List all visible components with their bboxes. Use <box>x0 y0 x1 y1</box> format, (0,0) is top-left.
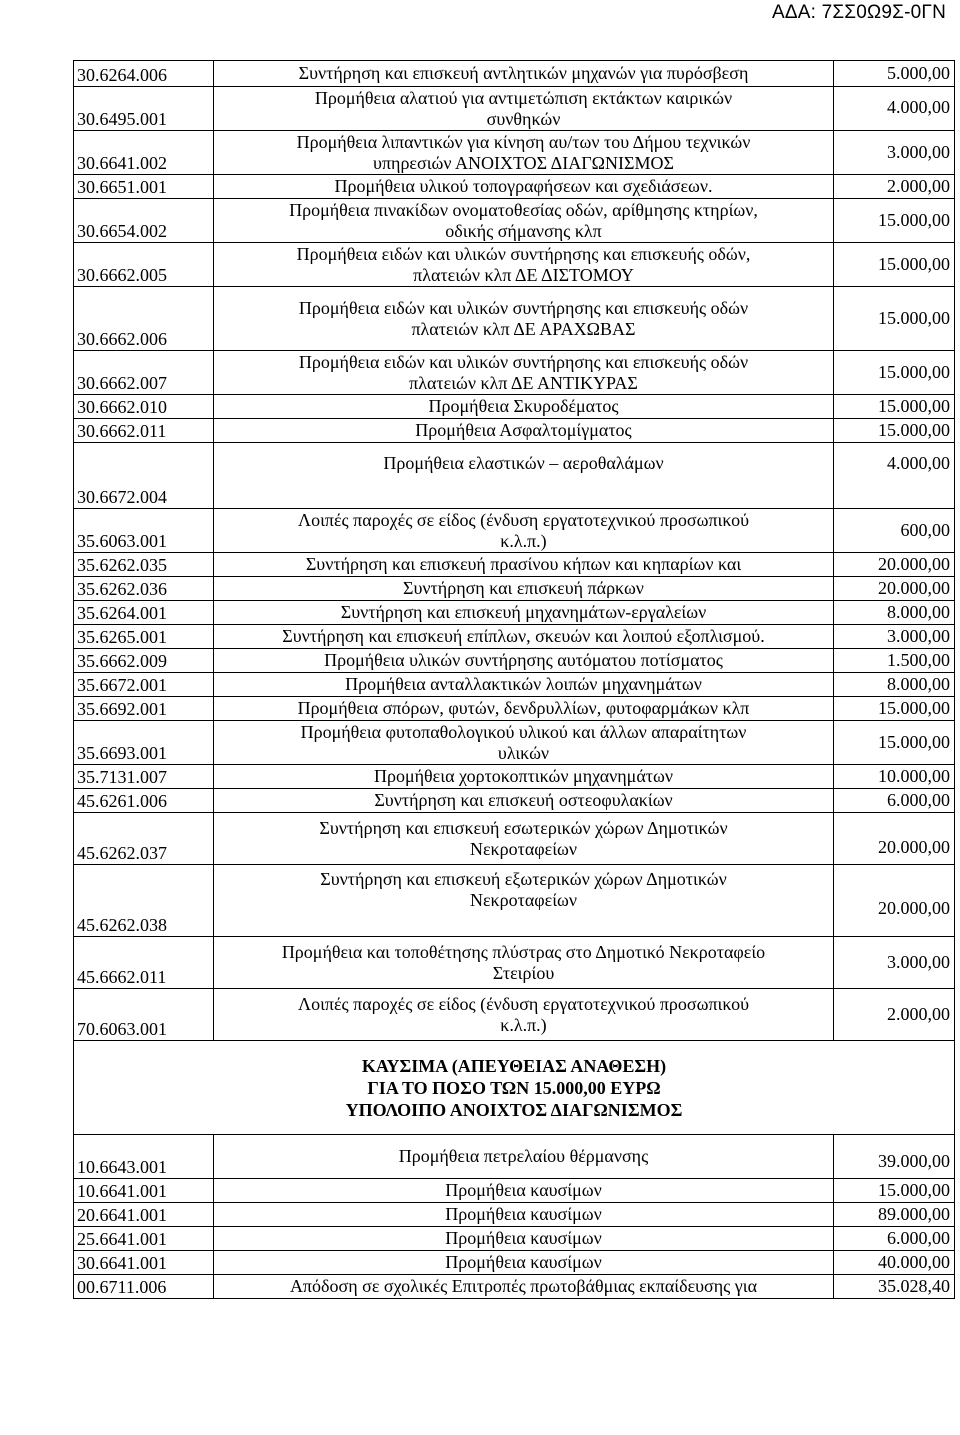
account-code: 35.6262.036 <box>74 577 214 601</box>
account-code: 45.6262.038 <box>74 865 214 937</box>
description-line: Προμήθεια Ασφαλτομίγματος <box>415 420 632 440</box>
item-amount: 20.000,00 <box>834 577 955 601</box>
table-row <box>74 61 955 87</box>
account-code: 70.6063.001 <box>74 989 214 1041</box>
item-amount: 600,00 <box>834 509 955 553</box>
account-code: 35.6672.001 <box>74 673 214 697</box>
account-code: 00.6711.006 <box>74 1275 214 1299</box>
description-line: Στειρίου <box>492 962 555 983</box>
item-description <box>214 765 834 789</box>
item-amount: 20.000,00 <box>834 813 955 865</box>
account-code: 45.6662.011 <box>74 937 214 989</box>
item-amount: 3.000,00 <box>834 937 955 989</box>
description-line: υλικών <box>497 742 550 763</box>
account-code: 35.6693.001 <box>74 721 214 765</box>
description-line: Συντήρηση και επισκευή οστεοφυλακίων <box>374 790 673 810</box>
account-code: 30.6654.002 <box>74 199 214 243</box>
item-amount: 15.000,00 <box>834 287 955 351</box>
budget-table <box>73 60 955 1299</box>
table-row <box>74 673 955 697</box>
description-line: Λοιπές παροχές σε είδος (ένδυση εργατοτεχνικού προσωπικού <box>298 509 749 530</box>
item-description <box>214 553 834 577</box>
account-code: 30.6672.004 <box>74 443 214 509</box>
table-row <box>74 865 955 937</box>
item-description <box>214 1275 834 1299</box>
description-line: Προμήθεια πινακίδων ονοματοθεσίας οδών, αρίθμησης κτηρίων, <box>289 199 758 220</box>
item-amount: 8.000,00 <box>834 601 955 625</box>
account-code: 35.6063.001 <box>74 509 214 553</box>
table-row <box>74 577 955 601</box>
item-description <box>214 131 834 175</box>
description-line: Προμήθεια Σκυροδέματος <box>428 396 619 416</box>
description-line: Συντήρηση και επισκευή μηχανημάτων-εργαλείων <box>340 602 707 622</box>
item-amount: 3.000,00 <box>834 625 955 649</box>
item-amount: 2.000,00 <box>834 989 955 1041</box>
account-code: 30.6662.010 <box>74 395 214 419</box>
item-description <box>214 1179 834 1203</box>
item-description <box>214 443 834 509</box>
item-amount: 20.000,00 <box>834 865 955 937</box>
item-description <box>214 199 834 243</box>
account-code: 30.6662.011 <box>74 419 214 443</box>
table-row <box>74 175 955 199</box>
description-line: πλατειών κλπ ΔΕ ΑΡΑΧΩΒΑΣ <box>411 318 636 339</box>
item-amount: 15.000,00 <box>834 419 955 443</box>
description-line: Προμήθεια σπόρων, φυτών, δενδρυλλίων, φυτοφαρμάκων κλπ <box>297 698 750 718</box>
description-line: Προμήθεια αλατιού για αντιμετώπιση εκτάκτων καιρικών <box>314 87 733 108</box>
description-line: Προμήθεια ειδών και υλικών συντήρησης και επισκευής οδών, <box>296 243 751 264</box>
description-line: Προμήθεια λιπαντικών για κίνηση αυ/των του Δήμου τεχνικών <box>296 131 751 152</box>
item-description <box>214 789 834 813</box>
item-description <box>214 61 834 87</box>
account-code: 30.6641.001 <box>74 1251 214 1275</box>
description-line: Προμήθεια καυσίμων <box>445 1252 602 1272</box>
description-line: Λοιπές παροχές σε είδος (ένδυση εργατοτεχνικού προσωπικού <box>298 993 749 1014</box>
item-amount: 40.000,00 <box>834 1251 955 1275</box>
table-row <box>74 1135 955 1179</box>
account-code: 10.6643.001 <box>74 1135 214 1179</box>
item-amount: 6.000,00 <box>834 789 955 813</box>
account-code: 25.6641.001 <box>74 1227 214 1251</box>
description-line: Προμήθεια ειδών και υλικών συντήρησης και επισκευής οδών <box>298 351 749 372</box>
table-row <box>74 395 955 419</box>
table-row <box>74 1227 955 1251</box>
item-description <box>214 1251 834 1275</box>
item-description <box>214 509 834 553</box>
description-line: Προμήθεια και τοποθέτησης πλύστρας στο Δημοτικό Νεκροταφείο <box>281 941 766 962</box>
table-row <box>74 601 955 625</box>
table-row <box>74 199 955 243</box>
table-row <box>74 351 955 395</box>
item-amount: 15.000,00 <box>834 243 955 287</box>
item-amount: 10.000,00 <box>834 765 955 789</box>
item-amount: 15.000,00 <box>834 1179 955 1203</box>
description-line: Προμήθεια καυσίμων <box>445 1180 602 1200</box>
item-amount: 4.000,00 <box>834 443 955 509</box>
table-row <box>74 87 955 131</box>
item-amount: 15.000,00 <box>834 351 955 395</box>
item-amount: 15.000,00 <box>834 721 955 765</box>
description-line: Προμήθεια φυτοπαθολογικού υλικού και άλλων απαραίτητων <box>300 721 747 742</box>
item-amount: 35.028,40 <box>834 1275 955 1299</box>
item-amount: 39.000,00 <box>834 1135 955 1179</box>
description-line: Νεκροταφείων <box>469 838 578 859</box>
description-line: Προμήθεια υλικών συντήρησης αυτόματου ποτίσματος <box>324 650 723 670</box>
item-amount: 15.000,00 <box>834 697 955 721</box>
section-header-line: ΚΑΥΣΙΜΑ (ΑΠΕΥΘΕΙΑΣ ΑΝΑΘΕΣΗ) <box>361 1055 667 1076</box>
table-row <box>74 625 955 649</box>
description-line: συνθηκών <box>486 108 561 129</box>
item-amount: 20.000,00 <box>834 553 955 577</box>
section-header-line: ΓΙΑ ΤΟ ΠΟΣΟ ΤΩΝ 15.000,00 ΕΥΡΩ <box>367 1077 661 1098</box>
item-amount: 15.000,00 <box>834 395 955 419</box>
item-description <box>214 865 834 937</box>
item-amount: 3.000,00 <box>834 131 955 175</box>
item-description <box>214 1135 834 1179</box>
description-line: Συντήρηση και επισκευή επίπλων, σκευών και λοιπού εξοπλισμού. <box>282 626 765 646</box>
description-line: Προμήθεια ελαστικών – αεροθαλάμων <box>383 453 664 473</box>
item-description <box>214 813 834 865</box>
account-code: 30.6495.001 <box>74 87 214 131</box>
item-description <box>214 175 834 199</box>
description-line: οδικής σήμανσης κλπ <box>445 220 602 241</box>
description-line: Συντήρηση και επισκευή πάρκων <box>403 578 644 598</box>
description-line: Προμήθεια υλικού τοπογραφήσεων και σχεδιάσεων. <box>334 176 713 196</box>
description-line: κ.λ.π.) <box>500 530 547 551</box>
item-amount: 1.500,00 <box>834 649 955 673</box>
table-row <box>74 937 955 989</box>
description-line: Προμήθεια πετρελαίου θέρμανσης <box>398 1146 649 1166</box>
description-line: Απόδοση σε σχολικές Επιτροπές πρωτοβάθμιας εκπαίδευσης για <box>289 1276 758 1296</box>
account-code: 35.6262.035 <box>74 553 214 577</box>
description-line: υπηρεσιών ΑΝΟΙΧΤΟΣ ΔΙΑΓΩΝΙΣΜΟΣ <box>373 152 674 173</box>
item-amount: 15.000,00 <box>834 199 955 243</box>
account-code: 20.6641.001 <box>74 1203 214 1227</box>
item-amount: 2.000,00 <box>834 175 955 199</box>
item-description <box>214 287 834 351</box>
item-description <box>214 577 834 601</box>
description-line: Συντήρηση και επισκευή εξωτερικών χώρων Δημοτικών <box>320 869 727 889</box>
item-amount: 8.000,00 <box>834 673 955 697</box>
account-code: 30.6662.005 <box>74 243 214 287</box>
item-description <box>214 673 834 697</box>
description-line: Νεκροταφείων <box>469 890 578 910</box>
account-code: 30.6662.006 <box>74 287 214 351</box>
account-code: 10.6641.001 <box>74 1179 214 1203</box>
item-description <box>214 395 834 419</box>
item-amount: 5.000,00 <box>834 61 955 87</box>
item-description <box>214 243 834 287</box>
account-code: 30.6641.002 <box>74 131 214 175</box>
account-code: 45.6262.037 <box>74 813 214 865</box>
table-row <box>74 1179 955 1203</box>
item-description <box>214 1203 834 1227</box>
account-code: 35.6662.009 <box>74 649 214 673</box>
section-header-line: ΥΠΟΛΟΙΠΟ ΑΝΟΙΧΤΟΣ ΔΙΑΓΩΝΙΣΜΟΣ <box>345 1099 683 1120</box>
account-code: 35.6692.001 <box>74 697 214 721</box>
account-code: 30.6264.006 <box>74 61 214 87</box>
table-row <box>74 697 955 721</box>
table-row <box>74 1251 955 1275</box>
description-line: Συντήρηση και επισκευή αντλητικών μηχανών για πυρόσβεση <box>298 63 749 83</box>
account-code: 35.6264.001 <box>74 601 214 625</box>
description-line: Προμήθεια καυσίμων <box>445 1228 602 1248</box>
section-header-row <box>74 1041 955 1135</box>
description-line: Προμήθεια ανταλλακτικών λοιπών μηχανημάτων <box>345 674 702 694</box>
item-description <box>214 351 834 395</box>
item-amount: 89.000,00 <box>834 1203 955 1227</box>
table-row <box>74 509 955 553</box>
item-description <box>214 1227 834 1251</box>
description-line: Προμήθεια ειδών και υλικών συντήρησης και επισκευής οδών <box>298 297 749 318</box>
item-description <box>214 87 834 131</box>
table-row <box>74 649 955 673</box>
item-amount: 6.000,00 <box>834 1227 955 1251</box>
table-row <box>74 287 955 351</box>
item-description <box>214 649 834 673</box>
table-row <box>74 765 955 789</box>
account-code: 30.6662.007 <box>74 351 214 395</box>
table-row <box>74 721 955 765</box>
section-header <box>74 1041 955 1135</box>
description-line: πλατειών κλπ ΔΕ ΔΙΣΤΟΜΟΥ <box>413 264 634 285</box>
account-code: 30.6651.001 <box>74 175 214 199</box>
table-row <box>74 1203 955 1227</box>
item-description <box>214 989 834 1041</box>
table-row <box>74 443 955 509</box>
item-description <box>214 419 834 443</box>
item-description <box>214 697 834 721</box>
description-line: Προμήθεια χορτοκοπτικών μηχανημάτων <box>374 766 673 786</box>
table-row <box>74 989 955 1041</box>
table-row <box>74 813 955 865</box>
description-line: Προμήθεια καυσίμων <box>445 1204 602 1224</box>
description-line: Συντήρηση και επισκευή πρασίνου κήπων και κηπαρίων και <box>305 554 742 574</box>
table-row <box>74 553 955 577</box>
table-row <box>74 1275 955 1299</box>
account-code: 45.6261.006 <box>74 789 214 813</box>
table-row <box>74 131 955 175</box>
description-line: πλατειών κλπ ΔΕ ΑΝΤΙΚΥΡΑΣ <box>409 372 638 393</box>
item-description <box>214 625 834 649</box>
description-line: Συντήρηση και επισκευή εσωτερικών χώρων Δημοτικών <box>319 817 728 838</box>
item-amount: 4.000,00 <box>834 87 955 131</box>
item-description <box>214 601 834 625</box>
table-row <box>74 789 955 813</box>
account-code: 35.6265.001 <box>74 625 214 649</box>
table-row <box>74 419 955 443</box>
item-description <box>214 721 834 765</box>
account-code: 35.7131.007 <box>74 765 214 789</box>
item-description <box>214 937 834 989</box>
table-row <box>74 243 955 287</box>
description-line: κ.λ.π.) <box>500 1014 547 1035</box>
ada-header: ΑΔΑ: 7ΣΣ0Ω9Σ-0ΓΝ <box>771 2 946 23</box>
